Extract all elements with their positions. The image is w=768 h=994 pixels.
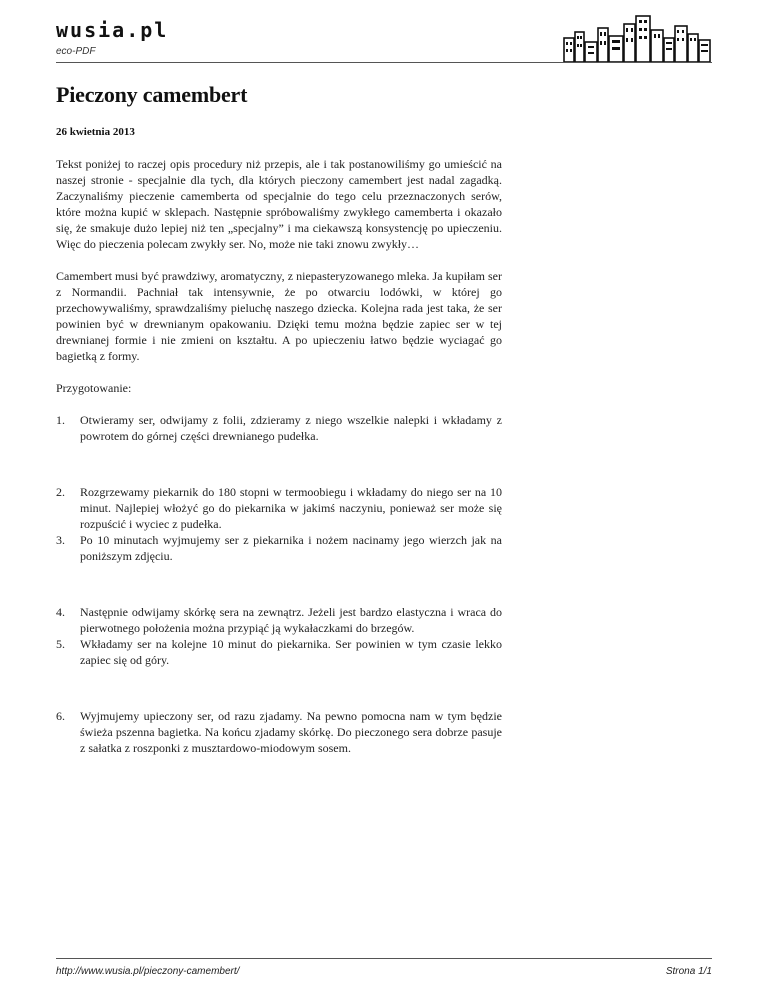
site-title[interactable]: wusia.pl [56, 18, 169, 42]
list-item [56, 532, 502, 564]
page-number: Strona 1/1 [665, 966, 712, 977]
article [56, 82, 502, 756]
list-item [56, 636, 502, 668]
page-header [56, 0, 712, 62]
list-item [56, 708, 502, 756]
step-number: 4. [56, 605, 65, 619]
step-text: Następnie odwijamy skórkę sera na zewnątrz. Jeżeli jest bardzo elastyczna i wraca do pierwotnego położenia można przypiąć ją wykałaczkami do brzegów. [80, 605, 502, 635]
site-subtitle: eco-PDF [56, 46, 96, 57]
list-item [56, 412, 502, 444]
article-date: 26 kwietnia 2013 [56, 126, 135, 138]
step-text: Wyjmujemy upieczony ser, od razu zjadamy. Na pewno pomocna nam w tym będzie świeża pszenna bagietka. Na końcu zjadamy skórkę. Do pieczonego sera dobrze pasuje z sałatka z roszponki z musztardowo-miodowym sosem. [80, 709, 502, 755]
step-number: 1. [56, 413, 65, 427]
step-number: 6. [56, 709, 65, 723]
header-divider [56, 62, 712, 63]
step-number: 5. [56, 637, 65, 651]
list-item [56, 604, 502, 636]
list-item [56, 484, 502, 532]
city-skyline-icon [562, 14, 712, 62]
step-text: Rozgrzewamy piekarnik do 180 stopni w termoobiegu i wkładamy do niego ser na 10 minut. Najlepiej włożyć go do piekarnika w jakimś naczyniu, ponieważ ser może się rozpuścić i wyciec z pudełka. [80, 485, 502, 531]
preparation-heading: Przygotowanie: [56, 381, 132, 395]
step-number: 3. [56, 533, 65, 547]
step-text: Otwieramy ser, odwijamy z folii, zdzieramy z niego wszelkie nalepki i wkładamy z powrotem do górnej części drewnianego pudełka. [80, 413, 502, 443]
article-title: Pieczony camembert [56, 82, 248, 107]
article-paragraph: Tekst poniżej to raczej opis procedury niż przepis, ale i tak postanowiliśmy go umieścić na naszej stronie - specjalnie dla tych, dla których pieczony camembert jest nadal zagadką. Zaczynaliśmy pieczenie camemberta od specjalnie do tego celu przeznaczonych serów, które można kupić w sklepach. Następnie spróbowaliśmy zwykłego camemberta i okazało się, że smakuje dużo lepiej niż ten „specjalny” i ma ciekawszą konsystencję po upieczeniu. Więc do pieczenia polecam zwykły ser. No, może nie taki znowu zwykły… [56, 157, 502, 251]
steps-list [56, 412, 502, 756]
footer-divider [56, 958, 712, 959]
step-text: Po 10 minutach wyjmujemy ser z piekarnika i nożem nacinamy jego wierzch jak na poniższym zdjęciu. [80, 533, 502, 563]
article-paragraph: Camembert musi być prawdziwy, aromatyczny, z niepasteryzowanego mleka. Ja kupiłam ser z Normandii. Pachniał tak intensywnie, że po otwarciu lodówki, w której go przechowywaliśmy, sprawdzaliśmy pieluchę naszego dziecka. Kolejna rada jest taka, że ser powinien być w drewnianym opakowaniu. Dzięki temu można będzie zapiec ser w tej drewnianej formie i nie zmieni on kształtu. A po upieczeniu łatwo będzie wyciagać go bagietką z formy. [56, 269, 502, 363]
footer-url-link[interactable]: http://www.wusia.pl/pieczony-camembert/ [56, 966, 240, 977]
step-number: 2. [56, 485, 65, 499]
step-text: Wkładamy ser na kolejne 10 minut do piekarnika. Ser powinien w tym czasie lekko zapiec się od góry. [80, 637, 502, 667]
